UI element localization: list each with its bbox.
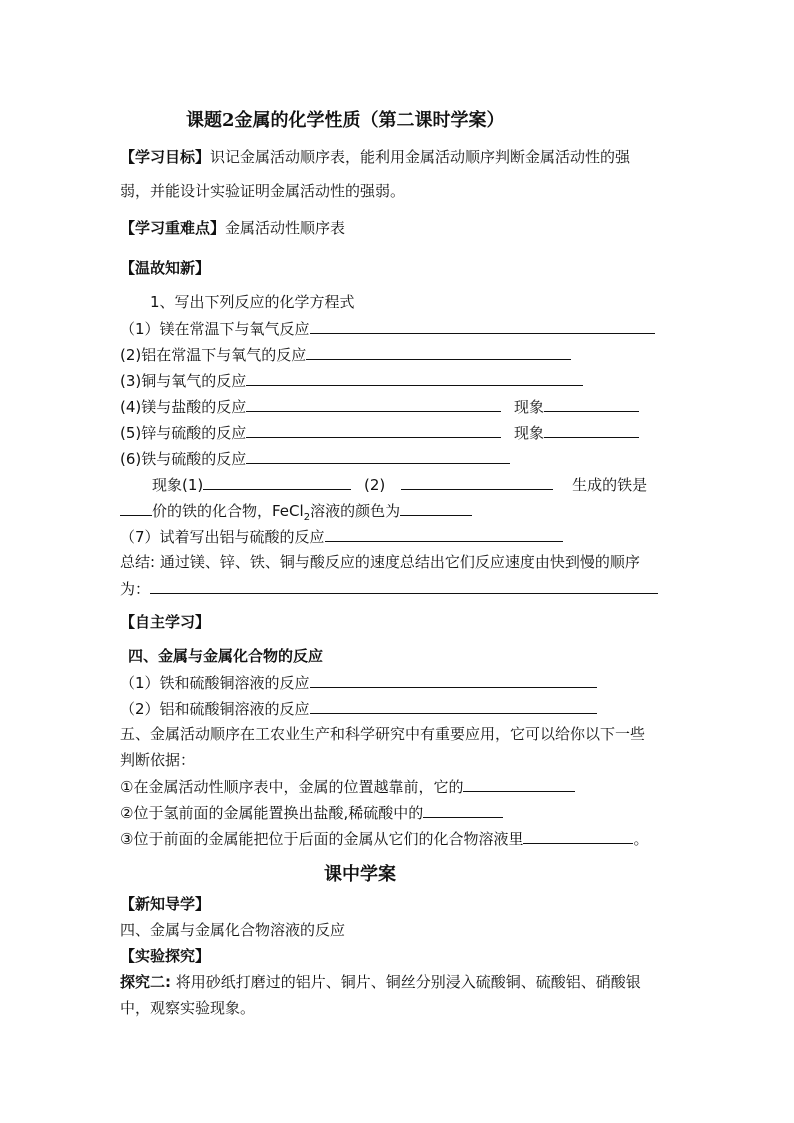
valence-text-a: 价的铁的化合物，FeCl <box>152 502 304 520</box>
objective-text-1: 识记金属活动顺序表，能利用金属活动顺序判断金属活动性的强 <box>210 148 631 166</box>
review-item-5 <box>120 422 639 443</box>
objective-label: 【学习目标】 <box>120 148 211 166</box>
in-class-section-4: 四、金属与金属化合物溶液的反应 <box>120 921 346 939</box>
review-question-1: 1、写出下列反应的化学方程式 <box>150 293 355 311</box>
answer-blank[interactable] <box>423 802 503 818</box>
basis-3 <box>120 828 648 849</box>
answer-blank[interactable] <box>523 828 633 844</box>
valence-line <box>120 500 472 528</box>
basis-1-text: ①在金属活动性顺序表中，金属的位置越靠前，它的 <box>120 778 464 796</box>
in-class-title: 课中学案 <box>324 864 396 885</box>
basis-2 <box>120 802 503 823</box>
review-heading: 【温故知新】 <box>120 259 211 277</box>
section-5-line-1: 五、金属活动顺序在工农业生产和科学研究中有重要应用，它可以给你以下一些 <box>120 725 646 743</box>
review-item-6 <box>120 448 510 469</box>
review-item-5-label: (5)锌与硫酸的反应 <box>120 424 247 442</box>
answer-blank[interactable] <box>306 344 571 360</box>
review-item-7 <box>120 526 563 547</box>
color-blank[interactable] <box>400 500 472 516</box>
answer-blank[interactable] <box>246 422 501 438</box>
basis-1 <box>120 776 575 797</box>
valence-blank[interactable] <box>120 500 152 516</box>
phenomenon-2-label: (2) <box>364 476 386 494</box>
phenomenon-1-blank[interactable] <box>203 474 351 490</box>
summary-label: 为： <box>120 580 151 598</box>
valence-text-b: 溶液的颜色为 <box>310 502 401 520</box>
review-item-4-label: (4)镁与盐酸的反应 <box>120 398 247 416</box>
explore-label: 探究二: <box>120 973 171 991</box>
key-points-label: 【学习重难点】 <box>120 219 226 237</box>
phenomenon-2-blank[interactable] <box>401 474 553 490</box>
objective-line-1 <box>120 147 630 167</box>
review-item-2-label: (2)铝在常温下与氧气的反应 <box>120 346 307 364</box>
self-study-item-2 <box>120 698 597 719</box>
explore-text-1: 将用砂纸打磨过的铝片、铜片、铜丝分别浸入硫酸铜、硫酸铝、硝酸银 <box>171 973 641 991</box>
review-item-2 <box>120 344 571 365</box>
answer-blank[interactable] <box>246 448 510 464</box>
answer-blank[interactable] <box>310 698 597 714</box>
answer-blank[interactable] <box>310 318 655 334</box>
answer-blank[interactable] <box>325 526 563 542</box>
self-study-item-1-label: （1）铁和硫酸铜溶液的反应 <box>120 674 310 692</box>
explore-line-2: 中，观察实验现象。 <box>120 999 256 1017</box>
review-item-1-label: （1）镁在常温下与氧气反应 <box>120 320 310 338</box>
summary-line-2 <box>120 578 658 599</box>
summary-blank[interactable] <box>150 578 658 594</box>
self-study-item-2-label: （2）铝和硫酸铜溶液的反应 <box>120 700 310 718</box>
phenomenon-label: 现象 <box>514 398 545 416</box>
valence-subscript: 2 <box>303 512 311 523</box>
self-study-section-4: 四、金属与金属化合物的反应 <box>128 647 324 665</box>
basis-3-period: 。 <box>633 830 649 848</box>
answer-blank[interactable] <box>310 672 597 688</box>
section-5-line-2: 判断依据： <box>120 751 196 769</box>
review-item-1 <box>120 318 655 339</box>
self-study-heading: 【自主学习】 <box>120 613 211 631</box>
new-knowledge-heading: 【新知导学】 <box>120 895 211 913</box>
iron-product-text: 生成的铁是 <box>572 476 648 494</box>
phenomenon-label: 现象 <box>514 424 545 442</box>
experiment-heading: 【实验探究】 <box>120 947 211 965</box>
phenomenon-1-label: 现象(1) <box>152 476 204 494</box>
review-item-3-label: (3)铜与氧气的反应 <box>120 372 247 390</box>
answer-blank[interactable] <box>246 370 583 386</box>
phenomenon-blank[interactable] <box>544 422 639 438</box>
page-title: 课题2金属的化学性质（第二课时学案） <box>186 110 505 131</box>
answer-blank[interactable] <box>246 396 501 412</box>
review-item-3 <box>120 370 583 391</box>
self-study-item-1 <box>120 672 597 693</box>
key-points-text: 金属活动性顺序表 <box>225 219 346 237</box>
phenomenon-blank[interactable] <box>544 396 639 412</box>
basis-3-text: ③位于前面的金属能把位于后面的金属从它们的化合物溶液里 <box>120 830 524 848</box>
phenomenon-line <box>152 474 647 495</box>
answer-blank[interactable] <box>463 776 575 792</box>
explore-line-1 <box>120 972 641 992</box>
review-item-6-label: (6)铁与硫酸的反应 <box>120 450 247 468</box>
objective-line-2: 弱，并能设计实验证明金属活动性的强弱。 <box>120 182 406 200</box>
review-item-7-label: （7）试着写出铝与硫酸的反应 <box>120 528 325 546</box>
key-points-line <box>120 218 345 238</box>
summary-line-1: 总结: 通过镁、锌、铁、铜与酸反应的速度总结出它们反应速度由快到慢的顺序 <box>120 553 640 571</box>
review-item-4 <box>120 396 639 417</box>
basis-2-text: ②位于氢前面的金属能置换出盐酸,稀硫酸中的 <box>120 804 424 822</box>
